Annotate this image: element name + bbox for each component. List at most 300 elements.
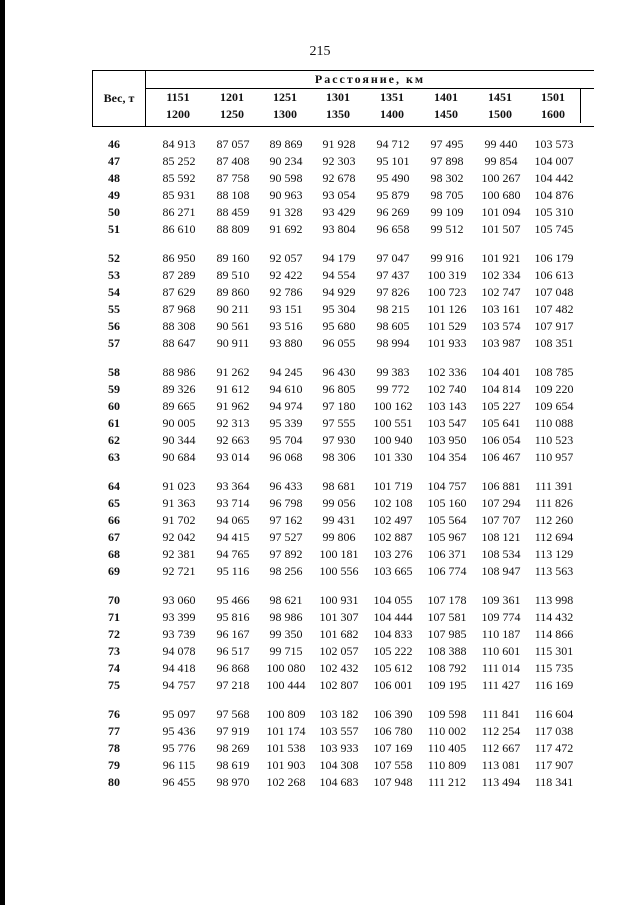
value-cell: 101 682 (319, 627, 359, 641)
value-cell: 110 957 (534, 450, 574, 464)
range-from: 1251 (273, 90, 297, 104)
table-row (92, 724, 594, 741)
table-row (92, 627, 594, 644)
value-cell: 84 913 (162, 137, 196, 151)
value-cell: 91 023 (162, 479, 196, 493)
value-cell: 107 558 (373, 758, 413, 772)
value-cell: 101 094 (481, 205, 521, 219)
value-cell: 102 740 (427, 382, 467, 396)
value-cell: 92 422 (269, 268, 303, 282)
weight-cell: 57 (108, 336, 120, 350)
value-cell: 88 108 (216, 188, 250, 202)
value-cell: 99 383 (376, 365, 410, 379)
value-cell: 100 931 (319, 593, 359, 607)
value-cell: 106 467 (481, 450, 521, 464)
range-from: 1151 (166, 90, 190, 104)
value-cell: 91 363 (162, 496, 196, 510)
value-cell: 102 108 (373, 496, 413, 510)
value-cell: 105 612 (373, 661, 413, 675)
value-cell: 101 307 (319, 610, 359, 624)
value-cell: 87 968 (162, 302, 196, 316)
value-cell: 99 431 (322, 513, 356, 527)
value-cell: 107 178 (427, 593, 467, 607)
value-cell: 101 330 (373, 450, 413, 464)
value-cell: 95 816 (216, 610, 250, 624)
value-cell: 97 930 (322, 433, 356, 447)
value-cell: 106 881 (481, 479, 521, 493)
value-cell: 105 641 (481, 416, 521, 430)
weight-cell: 51 (108, 222, 120, 236)
value-cell: 98 970 (216, 775, 250, 789)
value-cell: 102 268 (266, 775, 306, 789)
table-row (92, 707, 594, 724)
value-cell: 109 598 (427, 707, 467, 721)
distance-range-header (526, 89, 581, 123)
value-cell: 93 804 (322, 222, 356, 236)
value-cell: 108 785 (534, 365, 574, 379)
value-cell: 107 985 (427, 627, 467, 641)
value-cell: 100 319 (427, 268, 467, 282)
value-cell: 105 564 (427, 513, 467, 527)
table-row (92, 188, 594, 205)
value-cell: 90 911 (216, 336, 250, 350)
value-cell: 100 551 (373, 416, 413, 430)
value-cell: 104 442 (534, 171, 574, 185)
value-cell: 108 792 (427, 661, 467, 675)
weight-column-header: Вес, т (93, 71, 146, 126)
value-cell: 105 310 (534, 205, 574, 219)
value-cell: 117 907 (534, 758, 574, 772)
weight-cell: 49 (108, 188, 120, 202)
value-cell: 110 187 (481, 627, 521, 641)
table-row (92, 205, 594, 222)
value-cell: 112 694 (534, 530, 574, 544)
value-cell: 110 601 (481, 644, 521, 658)
table-row (92, 365, 594, 382)
range-to: 1600 (541, 107, 565, 121)
value-cell: 95 101 (376, 154, 410, 168)
value-cell: 94 757 (162, 678, 196, 692)
weight-cell: 65 (108, 496, 120, 510)
value-cell: 95 436 (162, 724, 196, 738)
value-cell: 105 745 (534, 222, 574, 236)
value-cell: 99 512 (430, 222, 464, 236)
range-to: 1350 (326, 107, 350, 121)
value-cell: 99 916 (430, 251, 464, 265)
weight-cell: 78 (108, 741, 120, 755)
value-cell: 85 592 (162, 171, 196, 185)
value-cell: 99 350 (269, 627, 303, 641)
value-cell: 97 898 (430, 154, 464, 168)
value-cell: 101 174 (266, 724, 306, 738)
value-cell: 89 860 (216, 285, 250, 299)
range-to: 1250 (220, 107, 244, 121)
value-cell: 93 714 (216, 496, 250, 510)
range-from: 1201 (220, 90, 244, 104)
value-cell: 104 055 (373, 593, 413, 607)
distance-range-header (151, 89, 205, 123)
value-cell: 103 665 (373, 564, 413, 578)
value-cell: 97 047 (376, 251, 410, 265)
weight-cell: 76 (108, 707, 120, 721)
value-cell: 100 080 (266, 661, 306, 675)
table-row (92, 758, 594, 775)
value-cell: 105 967 (427, 530, 467, 544)
table-row (92, 171, 594, 188)
value-cell: 97 527 (269, 530, 303, 544)
page-number: 215 (309, 44, 331, 59)
value-cell: 117 472 (534, 741, 574, 755)
value-cell: 107 948 (373, 775, 413, 789)
value-cell: 90 234 (269, 154, 303, 168)
value-cell: 86 950 (162, 251, 196, 265)
value-cell: 102 432 (319, 661, 359, 675)
value-cell: 112 260 (534, 513, 574, 527)
value-cell: 101 933 (427, 336, 467, 350)
value-cell: 97 826 (376, 285, 410, 299)
table-row (92, 154, 594, 171)
distance-range-header (419, 89, 473, 123)
value-cell: 94 610 (269, 382, 303, 396)
value-cell: 96 658 (376, 222, 410, 236)
weight-cell: 77 (108, 724, 120, 738)
range-to: 1400 (380, 107, 404, 121)
value-cell: 111 014 (481, 661, 521, 675)
value-cell: 101 507 (481, 222, 521, 236)
table-row (92, 644, 594, 661)
value-cell: 107 048 (534, 285, 574, 299)
value-cell: 104 876 (534, 188, 574, 202)
weight-cell: 75 (108, 678, 120, 692)
table-row (92, 450, 594, 467)
table-row (92, 251, 594, 268)
weight-cell: 60 (108, 399, 120, 413)
value-cell: 113 129 (534, 547, 574, 561)
value-cell: 89 326 (162, 382, 196, 396)
row-group (92, 479, 594, 581)
value-cell: 97 919 (216, 724, 250, 738)
distance-range-header (365, 89, 419, 123)
value-cell: 105 160 (427, 496, 467, 510)
value-cell: 87 408 (216, 154, 250, 168)
value-cell: 98 269 (216, 741, 250, 755)
weight-cell: 53 (108, 268, 120, 282)
value-cell: 110 088 (534, 416, 574, 430)
value-cell: 103 143 (427, 399, 467, 413)
range-from: 1501 (541, 90, 565, 104)
value-cell: 89 510 (216, 268, 250, 282)
value-cell: 97 892 (269, 547, 303, 561)
value-cell: 104 354 (427, 450, 467, 464)
value-cell: 116 169 (534, 678, 574, 692)
value-cell: 104 683 (319, 775, 359, 789)
value-cell: 91 692 (269, 222, 303, 236)
value-cell: 92 042 (162, 530, 196, 544)
value-cell: 102 336 (427, 365, 467, 379)
value-cell: 90 005 (162, 416, 196, 430)
value-cell: 94 065 (216, 513, 250, 527)
value-cell: 109 361 (481, 593, 521, 607)
value-cell: 96 430 (322, 365, 356, 379)
value-cell: 93 054 (322, 188, 356, 202)
value-cell: 107 294 (481, 496, 521, 510)
range-from: 1451 (488, 90, 512, 104)
value-cell: 115 301 (534, 644, 574, 658)
value-cell: 111 826 (534, 496, 574, 510)
table-row (92, 399, 594, 416)
distance-range-header (311, 89, 365, 123)
value-cell: 93 429 (322, 205, 356, 219)
value-cell: 109 774 (481, 610, 521, 624)
weight-cell: 72 (108, 627, 120, 641)
value-cell: 92 057 (269, 251, 303, 265)
value-cell: 106 780 (373, 724, 413, 738)
value-cell: 95 879 (376, 188, 410, 202)
value-cell: 99 715 (269, 644, 303, 658)
value-cell: 99 056 (322, 496, 356, 510)
row-group (92, 593, 594, 695)
value-cell: 104 833 (373, 627, 413, 641)
value-cell: 100 809 (266, 707, 306, 721)
value-cell: 88 809 (216, 222, 250, 236)
value-cell: 92 313 (216, 416, 250, 430)
value-cell: 92 381 (162, 547, 196, 561)
value-cell: 106 371 (427, 547, 467, 561)
range-from: 1301 (326, 90, 350, 104)
value-cell: 98 994 (376, 336, 410, 350)
value-cell: 85 931 (162, 188, 196, 202)
value-cell: 99 806 (322, 530, 356, 544)
value-cell: 99 854 (484, 154, 518, 168)
weight-cell: 55 (108, 302, 120, 316)
value-cell: 98 619 (216, 758, 250, 772)
value-cell: 97 437 (376, 268, 410, 282)
value-cell: 110 809 (427, 758, 467, 772)
weight-cell: 54 (108, 285, 120, 299)
value-cell: 89 665 (162, 399, 196, 413)
value-cell: 101 921 (481, 251, 521, 265)
value-cell: 93 516 (269, 319, 303, 333)
value-cell: 103 987 (481, 336, 521, 350)
value-cell: 111 427 (481, 678, 521, 692)
value-cell: 92 663 (216, 433, 250, 447)
value-cell: 91 928 (322, 137, 356, 151)
value-cell: 118 341 (534, 775, 574, 789)
value-cell: 92 303 (322, 154, 356, 168)
value-cell: 103 933 (319, 741, 359, 755)
table-row (92, 513, 594, 530)
value-cell: 103 574 (481, 319, 521, 333)
distance-range-header (258, 89, 312, 123)
value-cell: 101 126 (427, 302, 467, 316)
weight-cell: 71 (108, 610, 120, 624)
value-cell: 95 466 (216, 593, 250, 607)
value-cell: 88 986 (162, 365, 196, 379)
value-cell: 97 568 (216, 707, 250, 721)
value-cell: 86 610 (162, 222, 196, 236)
value-cell: 103 276 (373, 547, 413, 561)
value-cell: 98 215 (376, 302, 410, 316)
value-cell: 87 758 (216, 171, 250, 185)
value-cell: 111 841 (481, 707, 521, 721)
table-row (92, 496, 594, 513)
value-cell: 95 776 (162, 741, 196, 755)
table-row (92, 382, 594, 399)
weight-cell: 79 (108, 758, 120, 772)
value-cell: 111 212 (427, 775, 467, 789)
value-cell: 102 807 (319, 678, 359, 692)
distance-range-header (205, 89, 259, 123)
value-cell: 103 557 (319, 724, 359, 738)
value-cell: 89 869 (269, 137, 303, 151)
value-cell: 98 302 (430, 171, 464, 185)
value-cell: 87 289 (162, 268, 196, 282)
value-cell: 103 573 (534, 137, 574, 151)
value-cell: 101 529 (427, 319, 467, 333)
value-cell: 107 707 (481, 513, 521, 527)
value-cell: 85 252 (162, 154, 196, 168)
value-cell: 94 245 (269, 365, 303, 379)
value-cell: 100 267 (481, 171, 521, 185)
value-cell: 107 169 (373, 741, 413, 755)
value-cell: 90 561 (216, 319, 250, 333)
value-cell: 94 078 (162, 644, 196, 658)
value-cell: 96 798 (269, 496, 303, 510)
value-cell: 95 116 (216, 564, 250, 578)
value-cell: 101 538 (266, 741, 306, 755)
value-cell: 113 563 (534, 564, 574, 578)
value-cell: 96 455 (162, 775, 196, 789)
value-cell: 95 339 (269, 416, 303, 430)
value-cell: 96 115 (162, 758, 196, 772)
distance-range-header (473, 89, 527, 123)
table-row (92, 564, 594, 581)
value-cell: 93 880 (269, 336, 303, 350)
weight-cell: 69 (108, 564, 120, 578)
value-cell: 96 068 (269, 450, 303, 464)
value-cell: 108 388 (427, 644, 467, 658)
value-cell: 113 998 (534, 593, 574, 607)
range-from: 1351 (380, 90, 404, 104)
value-cell: 112 254 (481, 724, 521, 738)
value-cell: 90 684 (162, 450, 196, 464)
value-cell: 116 604 (534, 707, 574, 721)
value-cell: 104 007 (534, 154, 574, 168)
value-cell: 109 220 (534, 382, 574, 396)
value-cell: 93 739 (162, 627, 196, 641)
value-cell: 106 179 (534, 251, 574, 265)
value-cell: 97 218 (216, 678, 250, 692)
value-cell: 90 598 (269, 171, 303, 185)
value-cell: 110 405 (427, 741, 467, 755)
value-cell: 100 680 (481, 188, 521, 202)
table-row (92, 678, 594, 695)
value-cell: 104 757 (427, 479, 467, 493)
weight-cell: 56 (108, 319, 120, 333)
value-cell: 105 222 (373, 644, 413, 658)
value-cell: 90 963 (269, 188, 303, 202)
value-cell: 101 903 (266, 758, 306, 772)
table-row (92, 285, 594, 302)
value-cell: 111 391 (534, 479, 574, 493)
value-cell: 93 151 (269, 302, 303, 316)
value-cell: 97 555 (322, 416, 356, 430)
value-cell: 110 523 (534, 433, 574, 447)
value-cell: 96 269 (376, 205, 410, 219)
value-cell: 95 490 (376, 171, 410, 185)
value-cell: 92 786 (269, 285, 303, 299)
table-row (92, 302, 594, 319)
value-cell: 102 057 (319, 644, 359, 658)
value-cell: 102 887 (373, 530, 413, 544)
row-group (92, 137, 594, 239)
table-row (92, 433, 594, 450)
value-cell: 109 654 (534, 399, 574, 413)
value-cell: 92 678 (322, 171, 356, 185)
value-cell: 96 055 (322, 336, 356, 350)
range-from: 1401 (434, 90, 458, 104)
weight-cell: 64 (108, 479, 120, 493)
tariff-table (92, 70, 594, 804)
value-cell: 103 547 (427, 416, 467, 430)
range-to: 1300 (273, 107, 297, 121)
value-cell: 95 304 (322, 302, 356, 316)
value-cell: 88 459 (216, 205, 250, 219)
value-cell: 103 182 (319, 707, 359, 721)
value-cell: 87 057 (216, 137, 250, 151)
value-cell: 113 081 (481, 758, 521, 772)
value-cell: 96 517 (216, 644, 250, 658)
table-row (92, 336, 594, 353)
row-group (92, 707, 594, 792)
value-cell: 88 647 (162, 336, 196, 350)
value-cell: 115 735 (534, 661, 574, 675)
weight-cell: 73 (108, 644, 120, 658)
value-cell: 91 962 (216, 399, 250, 413)
weight-cell: 61 (108, 416, 120, 430)
range-to: 1500 (488, 107, 512, 121)
value-cell: 101 719 (373, 479, 413, 493)
value-cell: 97 180 (322, 399, 356, 413)
table-header (92, 70, 594, 127)
value-cell: 98 681 (322, 479, 356, 493)
value-cell: 97 162 (269, 513, 303, 527)
value-cell: 90 211 (216, 302, 250, 316)
value-cell: 106 390 (373, 707, 413, 721)
value-cell: 98 256 (269, 564, 303, 578)
value-cell: 94 179 (322, 251, 356, 265)
value-cell: 100 181 (319, 547, 359, 561)
value-cell: 91 612 (216, 382, 250, 396)
weight-cell: 47 (108, 154, 120, 168)
value-cell: 96 805 (322, 382, 356, 396)
distance-header: Расстояние, км (146, 71, 594, 89)
range-to: 1200 (166, 107, 190, 121)
value-cell: 109 195 (427, 678, 467, 692)
value-cell: 104 814 (481, 382, 521, 396)
value-cell: 100 940 (373, 433, 413, 447)
value-cell: 93 364 (216, 479, 250, 493)
weight-cell: 48 (108, 171, 120, 185)
value-cell: 114 432 (534, 610, 574, 624)
value-cell: 103 950 (427, 433, 467, 447)
value-cell: 87 629 (162, 285, 196, 299)
value-cell: 108 534 (481, 547, 521, 561)
row-group (92, 251, 594, 353)
value-cell: 106 613 (534, 268, 574, 282)
table-row (92, 479, 594, 496)
value-cell: 106 774 (427, 564, 467, 578)
